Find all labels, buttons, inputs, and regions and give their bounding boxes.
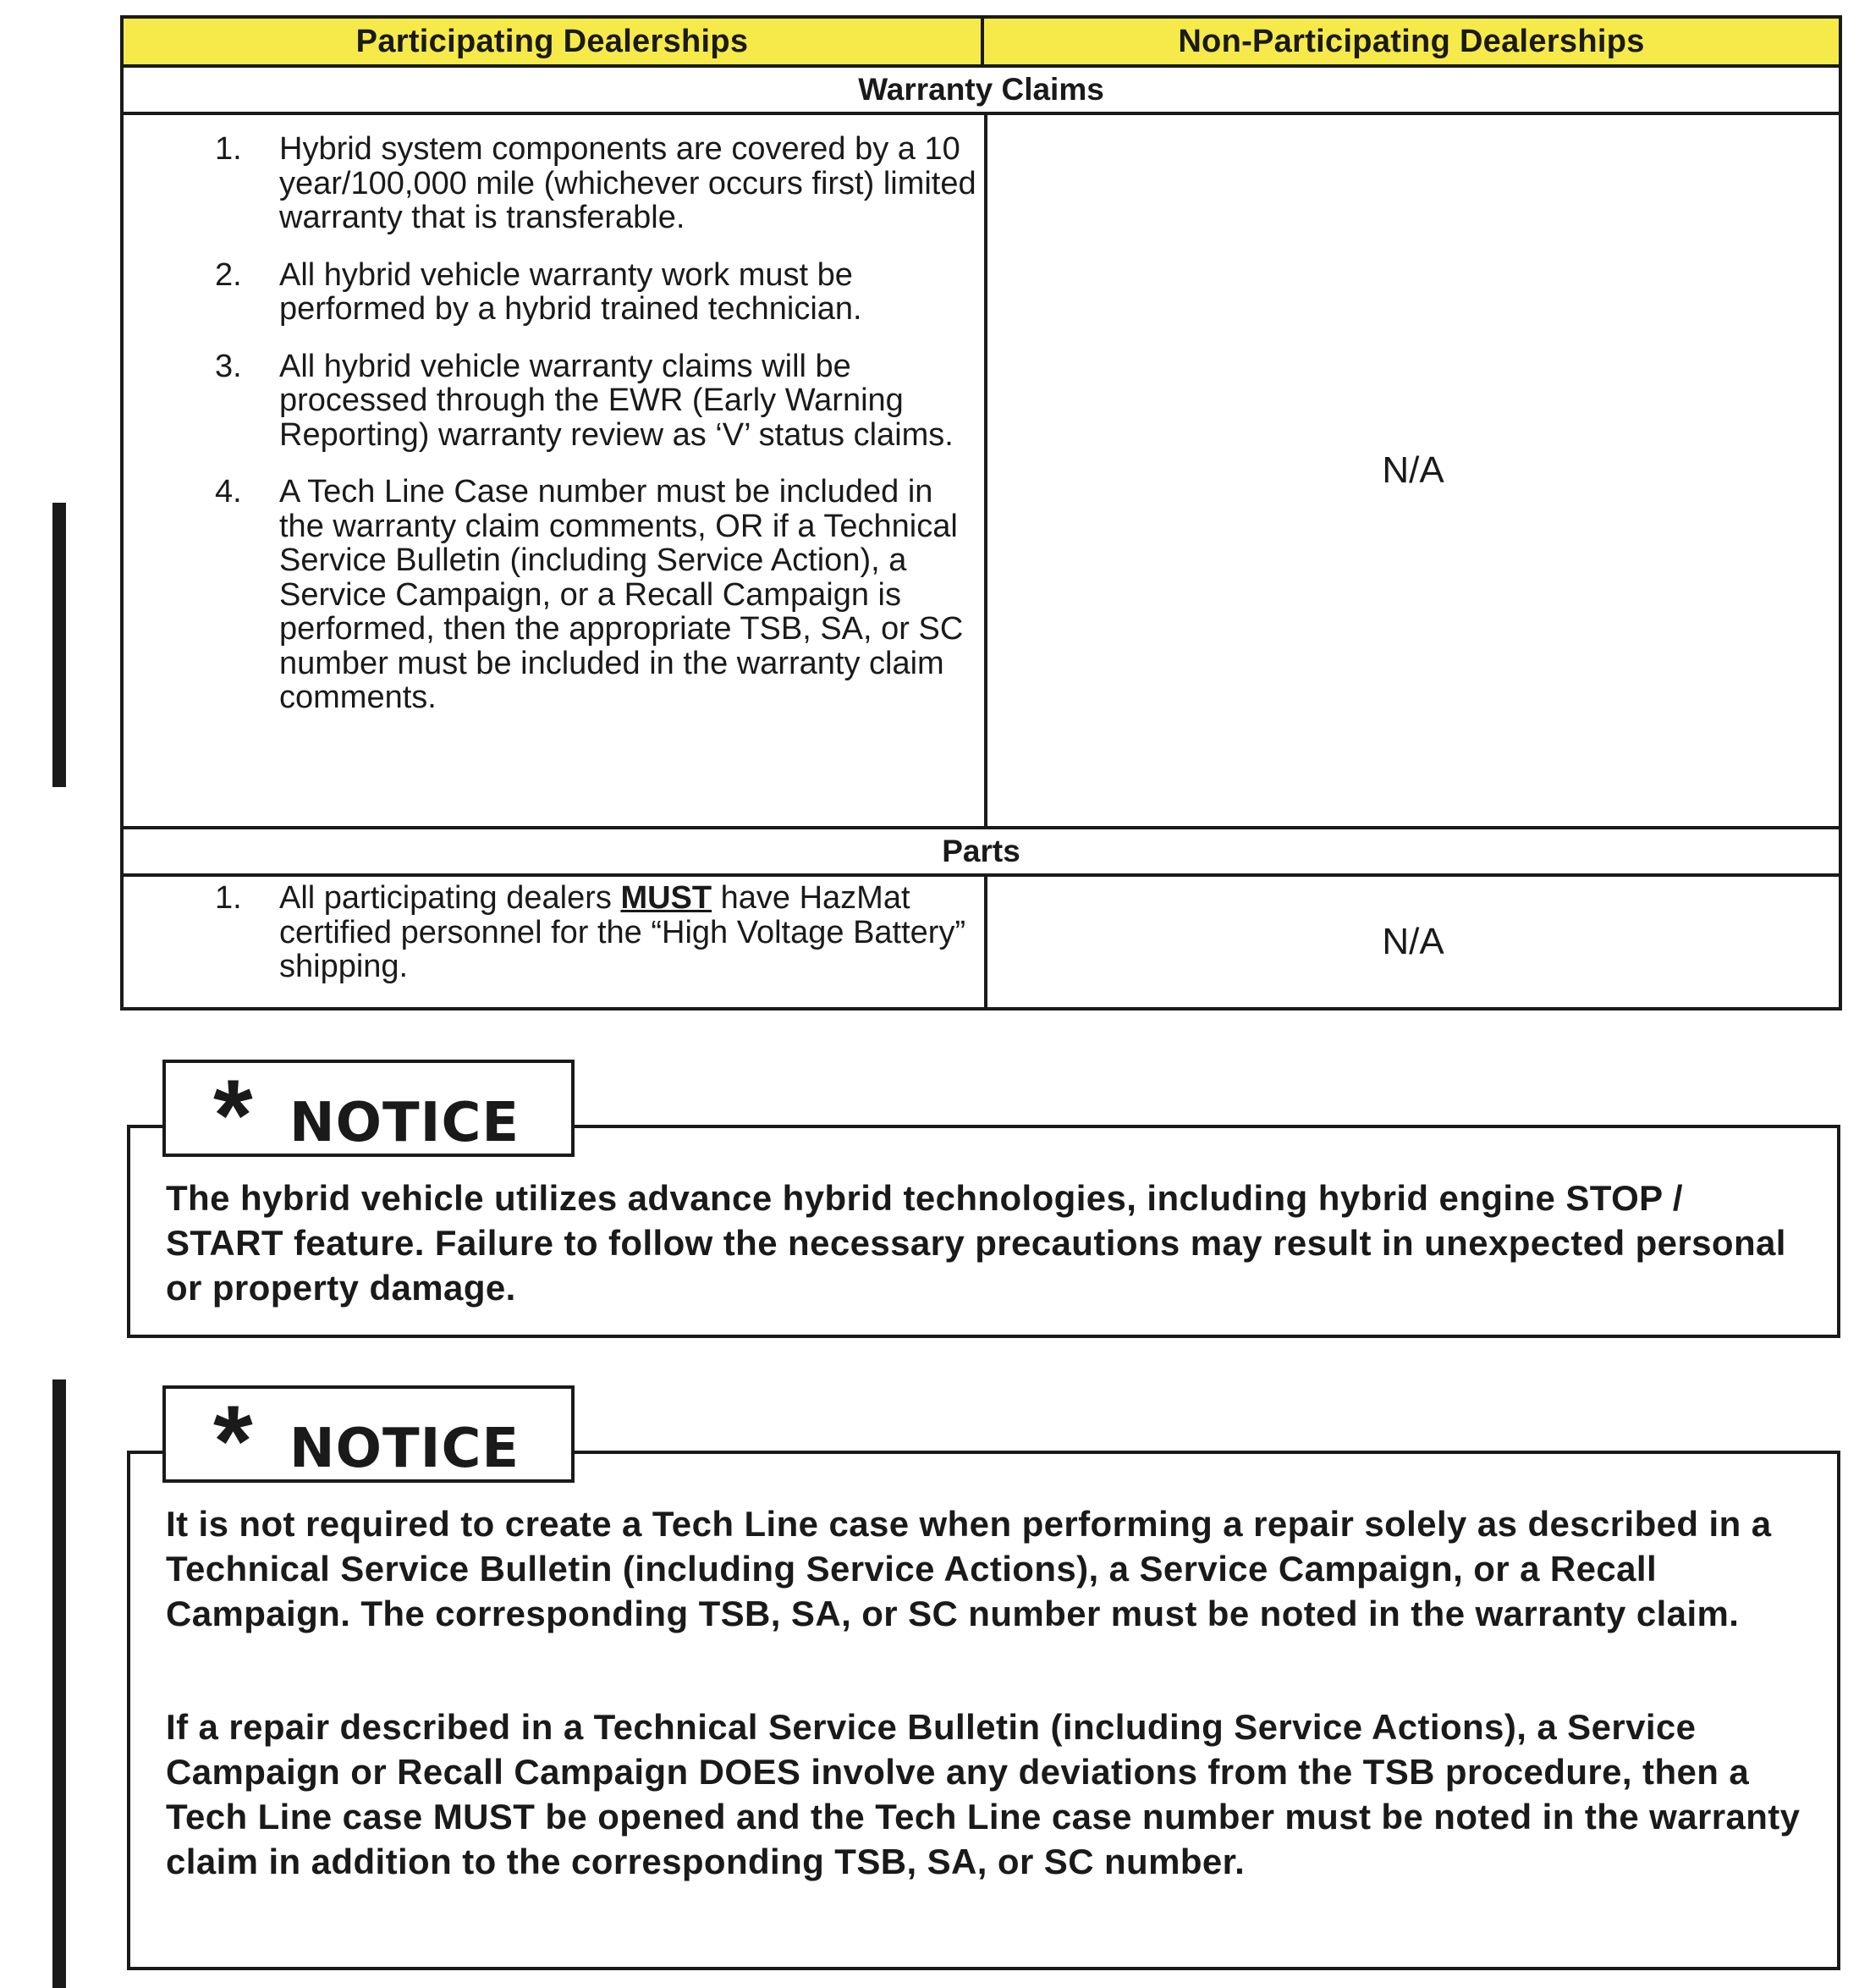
notice-heading: NOTICE (289, 1418, 520, 1480)
item-number: 1. (215, 131, 242, 167)
list-item (124, 881, 984, 984)
notice-box-tech-line-case (127, 1451, 1840, 1970)
list-item (124, 132, 984, 235)
item-text: All hybrid vehicle warranty work must be performed by a hybrid trained technician. (279, 256, 862, 327)
warranty-participating-cell (124, 115, 984, 826)
item-number: 1. (215, 880, 242, 916)
item-number: 4. (215, 474, 242, 509)
item-text: A Tech Line Case number must be included in the warranty claim comments, OR if a Technical Service Bulletin (including Service Action), a Service Campaign, or a Recall Campaign is performed, then the appropriate TSB, SA, or SC number must be included in the warranty claim comments. (279, 474, 964, 715)
notice-label (162, 1059, 575, 1172)
item-text-post: have HazMat certified personnel for the “High Voltage Battery” shipping. (279, 880, 966, 984)
list-item (124, 475, 984, 715)
warranty-requirements-list (124, 132, 984, 738)
parts-requirements-list (124, 881, 984, 1007)
section-title-parts: Parts (124, 829, 1839, 877)
table-header-row (124, 19, 1839, 68)
parts-participating-cell (124, 877, 984, 1007)
notice-label (162, 1385, 575, 1498)
section-title-warranty-claims: Warranty Claims (124, 68, 1839, 115)
item-text-emphasis: MUST (620, 880, 712, 916)
dealership-requirements-table (120, 15, 1842, 1011)
notice-paragraph-2: If a repair described in a Technical Service Bulletin (including Service Actions), a Service Campaign or Recall Campaign DOES involve any deviations from the TSB procedure, then a Tech Line case MUST be opened and the Tech Line case number must be noted in the warranty claim in addition to the corresponding TSB, SA, or SC number. (166, 1707, 1801, 1881)
notice-paragraph-1: It is not required to create a Tech Line case when performing a repair solely as described in a Technical Service Bulletin (including Service Actions), a Service Campaign, or a Recall Campaign. The corresponding TSB, SA, or SC number must be noted in the warranty claim. (166, 1504, 1772, 1633)
asterisk-icon: * (213, 1385, 253, 1498)
notice-heading: NOTICE (289, 1092, 520, 1154)
item-text: Hybrid system components are covered by a 10 year/100,000 mile (whichever occurs first) limited warranty that is transferable. (279, 131, 976, 235)
parts-non-participating-cell: N/A (1382, 921, 1444, 962)
asterisk-icon: * (213, 1059, 253, 1172)
item-text-pre: All participating dealers (279, 880, 621, 916)
revision-change-bar (52, 503, 66, 787)
header-non-participating: Non-Participating Dealerships (1178, 23, 1645, 59)
item-number: 3. (215, 348, 242, 384)
revision-change-bar (52, 1379, 66, 1988)
warranty-non-participating-cell: N/A (1382, 449, 1444, 491)
list-item (124, 350, 984, 453)
item-number: 2. (215, 256, 242, 293)
list-item (124, 258, 984, 327)
header-participating: Participating Dealerships (124, 19, 984, 64)
warranty-claims-row (124, 115, 1839, 829)
parts-row (124, 877, 1839, 1007)
item-text: All hybrid vehicle warranty claims will be processed through the EWR (Early Warning Reporting) warranty review as ‘V’ status claims. (279, 348, 954, 453)
notice-text: The hybrid vehicle utilizes advance hybrid technologies, including hybrid engine STOP / START feature. Failure to follow the necessary precautions may result in unexpected personal or property damage. (166, 1178, 1786, 1308)
